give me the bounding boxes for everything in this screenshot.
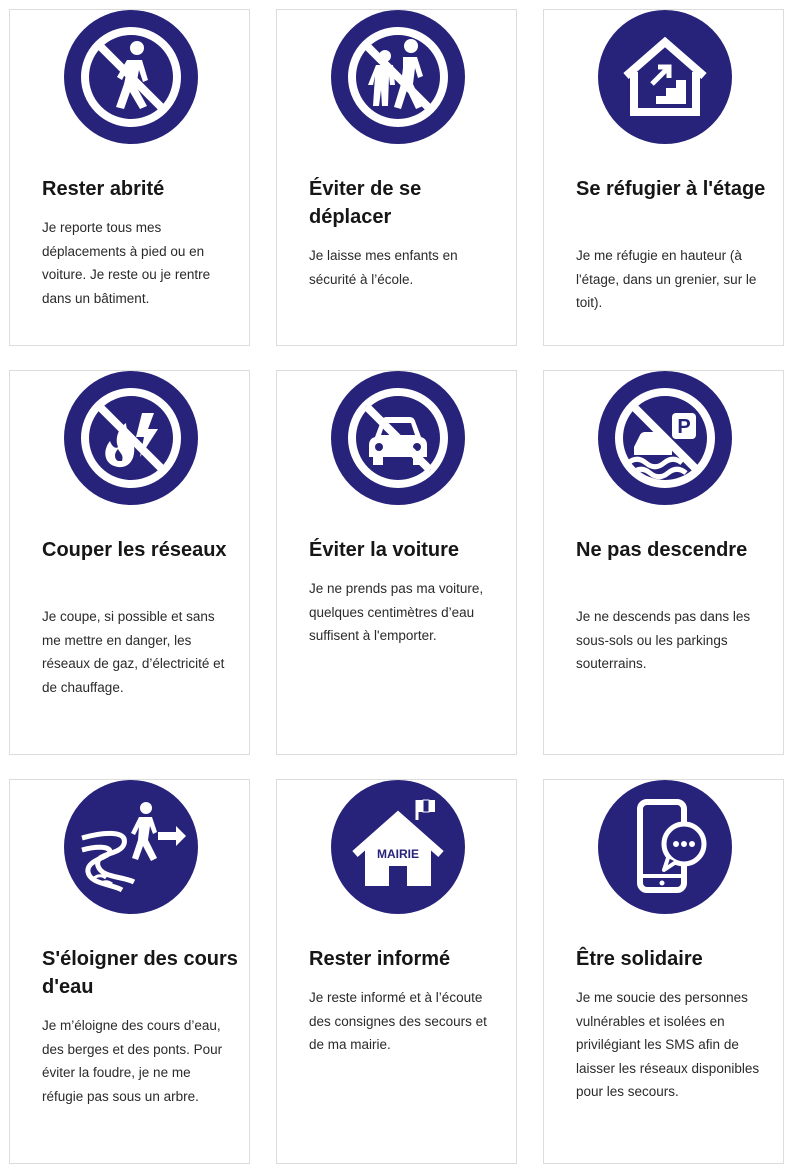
card-eviter-la-voiture [276, 370, 517, 755]
house-stairs-up-icon [598, 10, 732, 144]
card-text: Je ne prends pas ma voiture, quelques centimètres d’eau suffisent à l'emporter. [309, 581, 484, 643]
card-etre-solidaire [543, 779, 784, 1164]
no-underground-parking-icon [598, 371, 732, 505]
card-title: Être solidaire [576, 948, 703, 970]
card-rester-abrite [9, 9, 250, 346]
card-text: Je ne descends pas dans les sous-sols ou les parkings souterrains. [576, 609, 751, 671]
card-title: S'éloigner des cours d'eau [42, 948, 238, 998]
no-walking-with-child-icon [331, 10, 465, 144]
walk-away-from-river-icon [64, 780, 198, 914]
svg-text:P: P [677, 416, 691, 438]
phone-message-icon [598, 780, 732, 914]
card-title: Éviter la voiture [309, 539, 460, 561]
card-s-eloigner-des-cours-d-eau [9, 779, 250, 1164]
town-hall-icon [331, 780, 465, 914]
no-pedestrian-icon [64, 10, 198, 144]
card-rester-informe [276, 779, 517, 1164]
card-eviter-de-se-deplacer [276, 9, 517, 346]
card-text: Je reporte tous mes déplacements à pied ou en voiture. Je reste ou je rentre dans un bâtiment. [42, 220, 211, 306]
card-couper-les-reseaux [9, 370, 250, 755]
card-title: Couper les réseaux [42, 539, 227, 561]
card-text: Je laisse mes enfants en sécurité à l’école. [309, 248, 458, 287]
card-title: Éviter de se déplacer [309, 178, 422, 228]
town-hall-label: MAIRIE [377, 847, 419, 861]
card-text: Je me réfugie en hauteur (à l'étage, dans un grenier, sur le toit). [576, 248, 757, 310]
no-car-icon [331, 371, 465, 505]
card-ne-pas-descendre [543, 370, 784, 755]
card-title: Ne pas descendre [576, 539, 748, 561]
card-text: Je m’éloigne des cours d’eau, des berges et des ponts. Pour éviter la foudre, je ne me réfugie pas sous un arbre. [42, 1018, 223, 1104]
card-title: Rester abrité [42, 178, 165, 200]
no-gas-electricity-icon [64, 371, 198, 505]
card-title: Rester informé [309, 948, 451, 970]
card-text: Je me soucie des personnes vulnérables et isolées en privilégiant les SMS afin de laisser les réseaux disponibles pour les secours. [576, 990, 760, 1099]
card-title: Se réfugier à l'étage [576, 178, 766, 200]
card-text: Je reste informé et à l’écoute des consignes des secours et de ma mairie. [309, 990, 487, 1052]
card-text: Je coupe, si possible et sans me mettre en danger, les réseaux de gaz, d’électricité et de chauffage. [42, 609, 225, 695]
card-se-refugier-a-l-etage [543, 9, 784, 346]
